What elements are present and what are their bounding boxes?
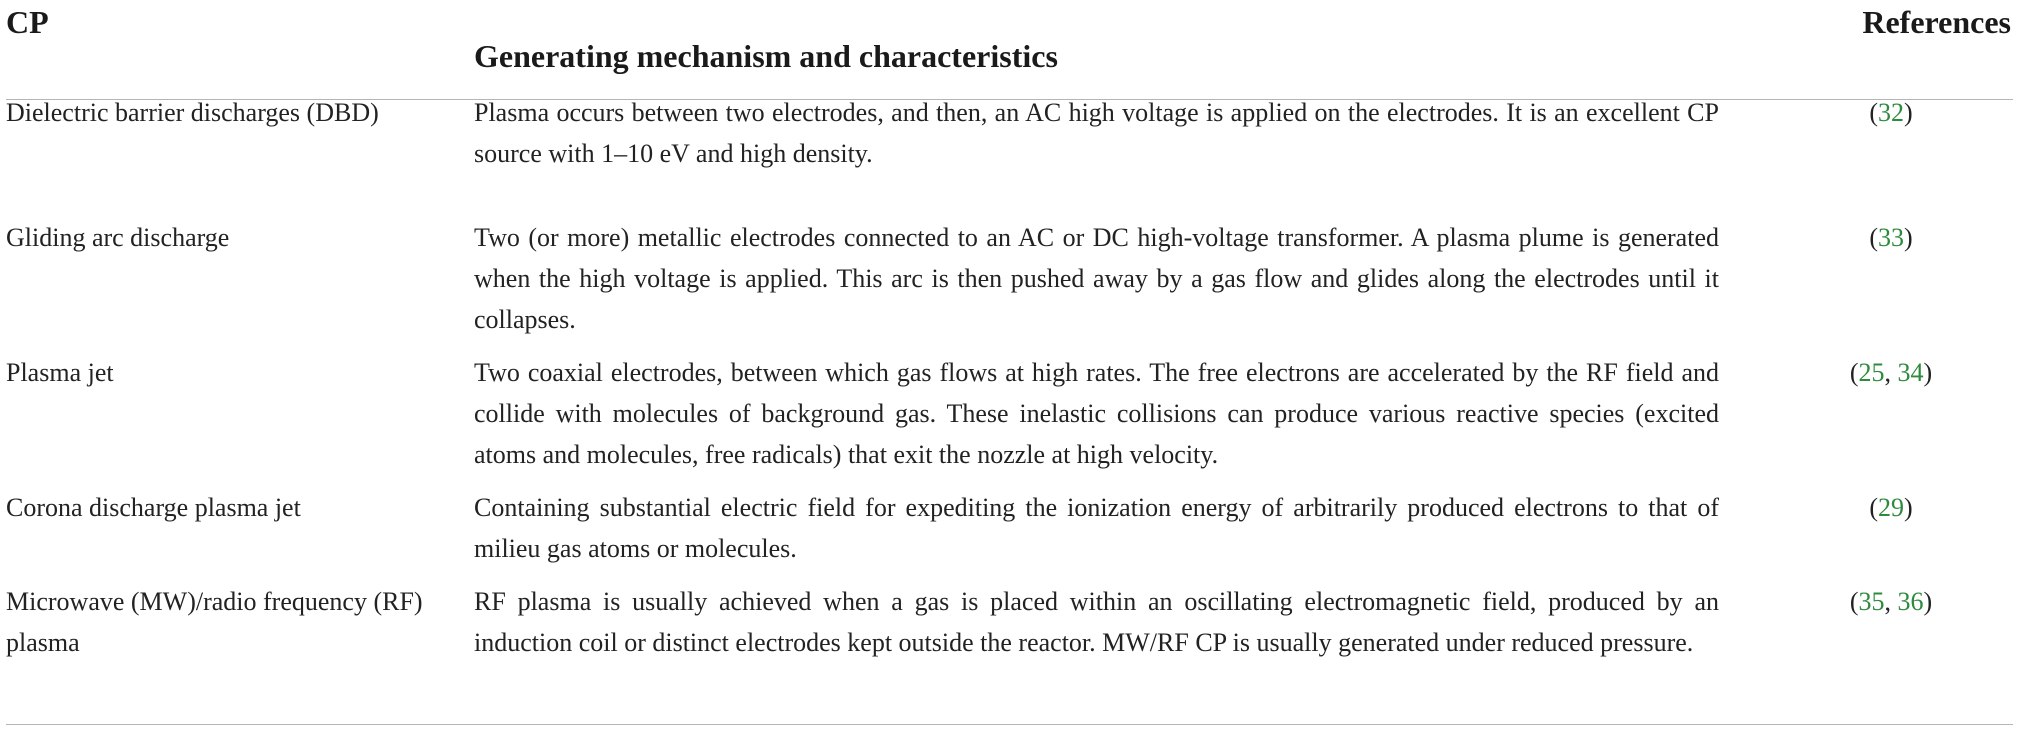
mechanism-cell: Two (or more) metallic electrodes connected to an AC or DC high-voltage transformer. A plasma plume is generated when the high voltage is applied. This arc is then pushed away by a gas flow and glides along the electrodes until it collapses. xyxy=(474,223,1719,334)
column-header-references: References xyxy=(1862,4,2011,40)
reference-separator: , xyxy=(1884,358,1898,387)
column-header-mechanism: Generating mechanism and characteristics xyxy=(474,38,1058,74)
references-cell xyxy=(1830,581,1952,622)
reference-paren-close: ) xyxy=(1904,493,1913,522)
reference-paren-open: ( xyxy=(1869,98,1878,127)
mechanism-cell: Containing substantial electric field for expediting the ionization energy of arbitrarily produced electrons to that of milieu gas atoms or molecules. xyxy=(474,493,1719,563)
references-cell xyxy=(1830,92,1952,133)
reference-link[interactable]: 36 xyxy=(1897,587,1924,616)
reference-paren-close: ) xyxy=(1904,223,1913,252)
reference-paren-open: ( xyxy=(1849,358,1859,387)
references-cell xyxy=(1830,487,1952,528)
table-bottom-divider xyxy=(6,724,2013,725)
reference-link[interactable]: 33 xyxy=(1878,223,1904,252)
references-cell xyxy=(1830,352,1952,393)
mechanism-cell: Plasma occurs between two electrodes, and then, an AC high voltage is applied on the electrodes. It is an excellent CP source with 1–10 eV and high density. xyxy=(474,98,1719,168)
reference-paren-open: ( xyxy=(1869,493,1878,522)
reference-paren-close: ) xyxy=(1923,358,1933,387)
mechanism-cell: RF plasma is usually achieved when a gas is placed within an oscillating electromagnetic field, produced by an induction coil or distinct electrodes kept outside the reactor. MW/RF CP is usually generated under reduced pressure. xyxy=(474,587,1719,657)
cp-name-cell: Gliding arc discharge xyxy=(6,223,230,252)
cp-name-cell: Microwave (MW)/radio frequency (RF) plasma xyxy=(6,587,423,657)
reference-paren-open: ( xyxy=(1849,587,1859,616)
reference-link[interactable]: 25 xyxy=(1858,358,1885,387)
column-header-cp: CP xyxy=(6,4,49,40)
mechanism-cell: Two coaxial electrodes, between which gas flows at high rates. The free electrons are accelerated by the RF field and collide with molecules of background gas. These inelastic collisions can produce various reactive species (excited atoms and molecules, free radicals) that exit the nozzle at high velocity. xyxy=(474,358,1719,469)
reference-link[interactable]: 35 xyxy=(1858,587,1885,616)
reference-paren-open: ( xyxy=(1869,223,1878,252)
reference-separator: , xyxy=(1884,587,1898,616)
reference-link[interactable]: 29 xyxy=(1878,493,1904,522)
cp-name-cell: Dielectric barrier discharges (DBD) xyxy=(6,98,379,127)
reference-paren-close: ) xyxy=(1923,587,1933,616)
reference-link[interactable]: 32 xyxy=(1878,98,1904,127)
cp-name-cell: Plasma jet xyxy=(6,358,114,387)
reference-paren-close: ) xyxy=(1904,98,1913,127)
reference-link[interactable]: 34 xyxy=(1897,358,1924,387)
cp-name-cell: Corona discharge plasma jet xyxy=(6,493,301,522)
references-cell xyxy=(1830,217,1952,258)
